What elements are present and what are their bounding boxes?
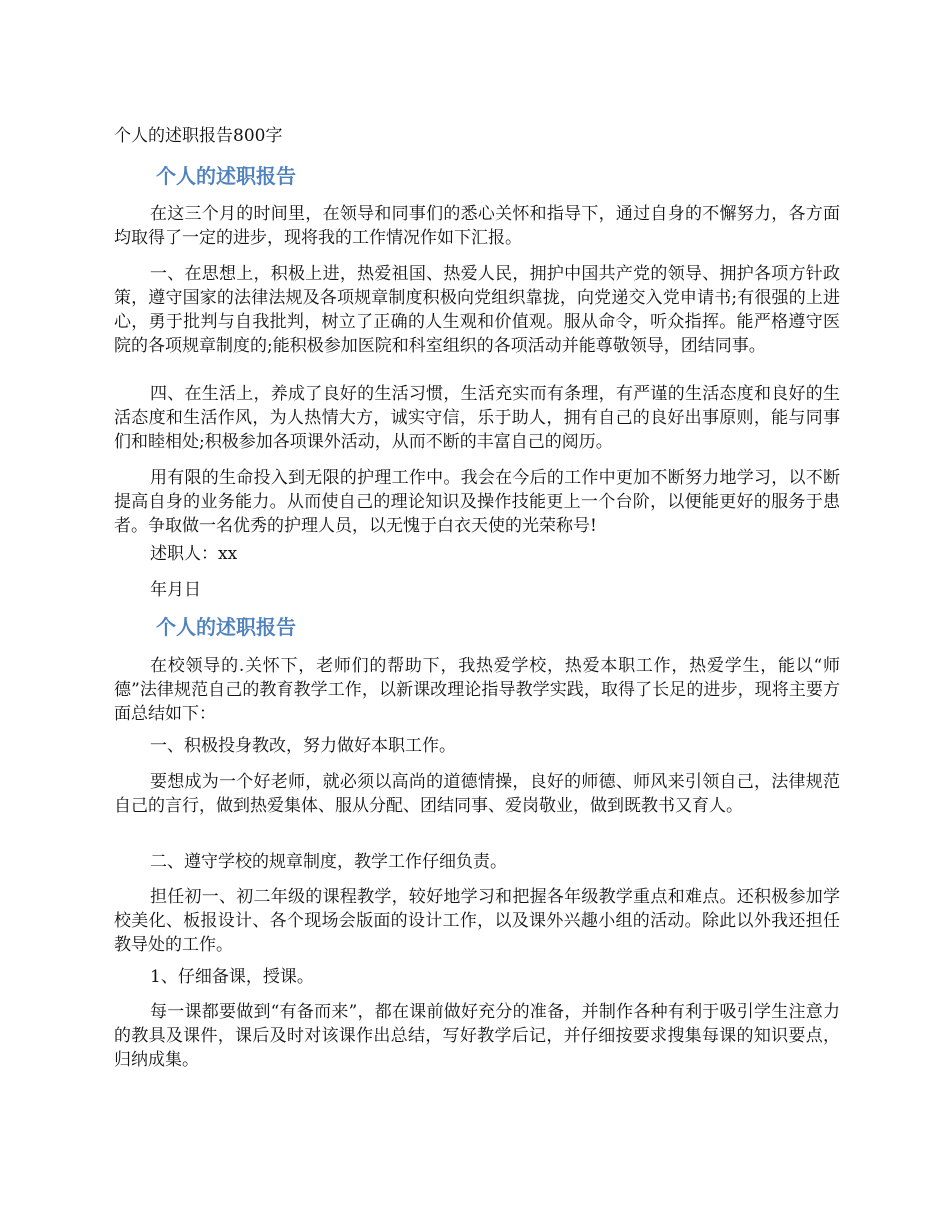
section-1-paragraph-2: 一、在思想上，积极上进，热爱祖国、热爱人民，拥护中国共产党的领导、拥护各项方针政策，遵守国家的法律法规及各项规章制度积极向党组织靠拢，向党递交入党申请书;有很强的上进心，勇于批判与自我批判，树立了正确的人生观和价值观。服从命令，听众指挥。能严格遵守医院的各项规章制度的;能积极参加医院和科室组织的各项活动并能尊敬领导，团结同事。 [114, 264, 840, 356]
section-2-paragraph-3: 要想成为一个好老师，就必须以高尚的道德情操，良好的师德、师风来引领自己，法律规范自己的言行，做到热爱集体、服从分配、团结同事、爱岗敬业，做到既教书又育人。 [114, 772, 840, 816]
section-1-signature: 述职人：xx [150, 544, 238, 564]
section-2-paragraph-6: 1、仔细备课，授课。 [150, 967, 314, 987]
section-2-paragraph-2: 一、积极投身教改，努力做好本职工作。 [150, 736, 456, 756]
document-title: 个人的述职报告800字 [114, 126, 283, 146]
section-1-paragraph-4: 用有限的生命投入到无限的护理工作中。我会在今后的工作中更加不断努力地学习，以不断提高自身的业务能力。从而使自己的理论知识及操作技能更上一个台阶，以便能更好的服务于患者。争取做一名优秀的护理人员，以无愧于白衣天使的光荣称号! [114, 468, 840, 536]
section-2-paragraph-4: 二、遵守学校的规章制度，教学工作仔细负责。 [150, 852, 507, 872]
section-1-date: 年月日 [150, 580, 201, 600]
section-2-paragraph-7: 每一课都要做到“有备而来”，都在课前做好充分的准备，并制作各种有利于吸引学生注意力的教具及课件，课后及时对该课作出总结，写好教学后记，并仔细按要求搜集每课的知识要点，归纳成集。 [114, 1002, 840, 1070]
section-1-paragraph-1: 在这三个月的时间里，在领导和同事们的悉心关怀和指导下，通过自身的不懈努力，各方面均取得了一定的进步，现将我的工作情况作如下汇报。 [114, 204, 840, 248]
section-2-paragraph-1: 在校领导的.关怀下，老师们的帮助下，我热爱学校，热爱本职工作，热爱学生，能以“师德”法律规范自己的教育教学工作，以新课改理论指导教学实践，取得了长足的进步，现将主要方面总结如下： [114, 656, 840, 724]
section-1-heading: 个人的述职报告 [156, 164, 296, 188]
section-1-paragraph-3: 四、在生活上，养成了良好的生活习惯，生活充实而有条理，有严谨的生活态度和良好的生活态度和生活作风，为人热情大方，诚实守信，乐于助人，拥有自己的良好出事原则，能与同事们和睦相处;积极参加各项课外活动，从而不断的丰富自己的阅历。 [114, 384, 840, 452]
section-2-paragraph-5: 担任初一、初二年级的课程教学，较好地学习和把握各年级教学重点和难点。还积极参加学校美化、板报设计、各个现场会版面的设计工作，以及课外兴趣小组的活动。除此以外我还担任教导处的工作。 [114, 887, 840, 955]
section-2-heading: 个人的述职报告 [156, 615, 296, 639]
